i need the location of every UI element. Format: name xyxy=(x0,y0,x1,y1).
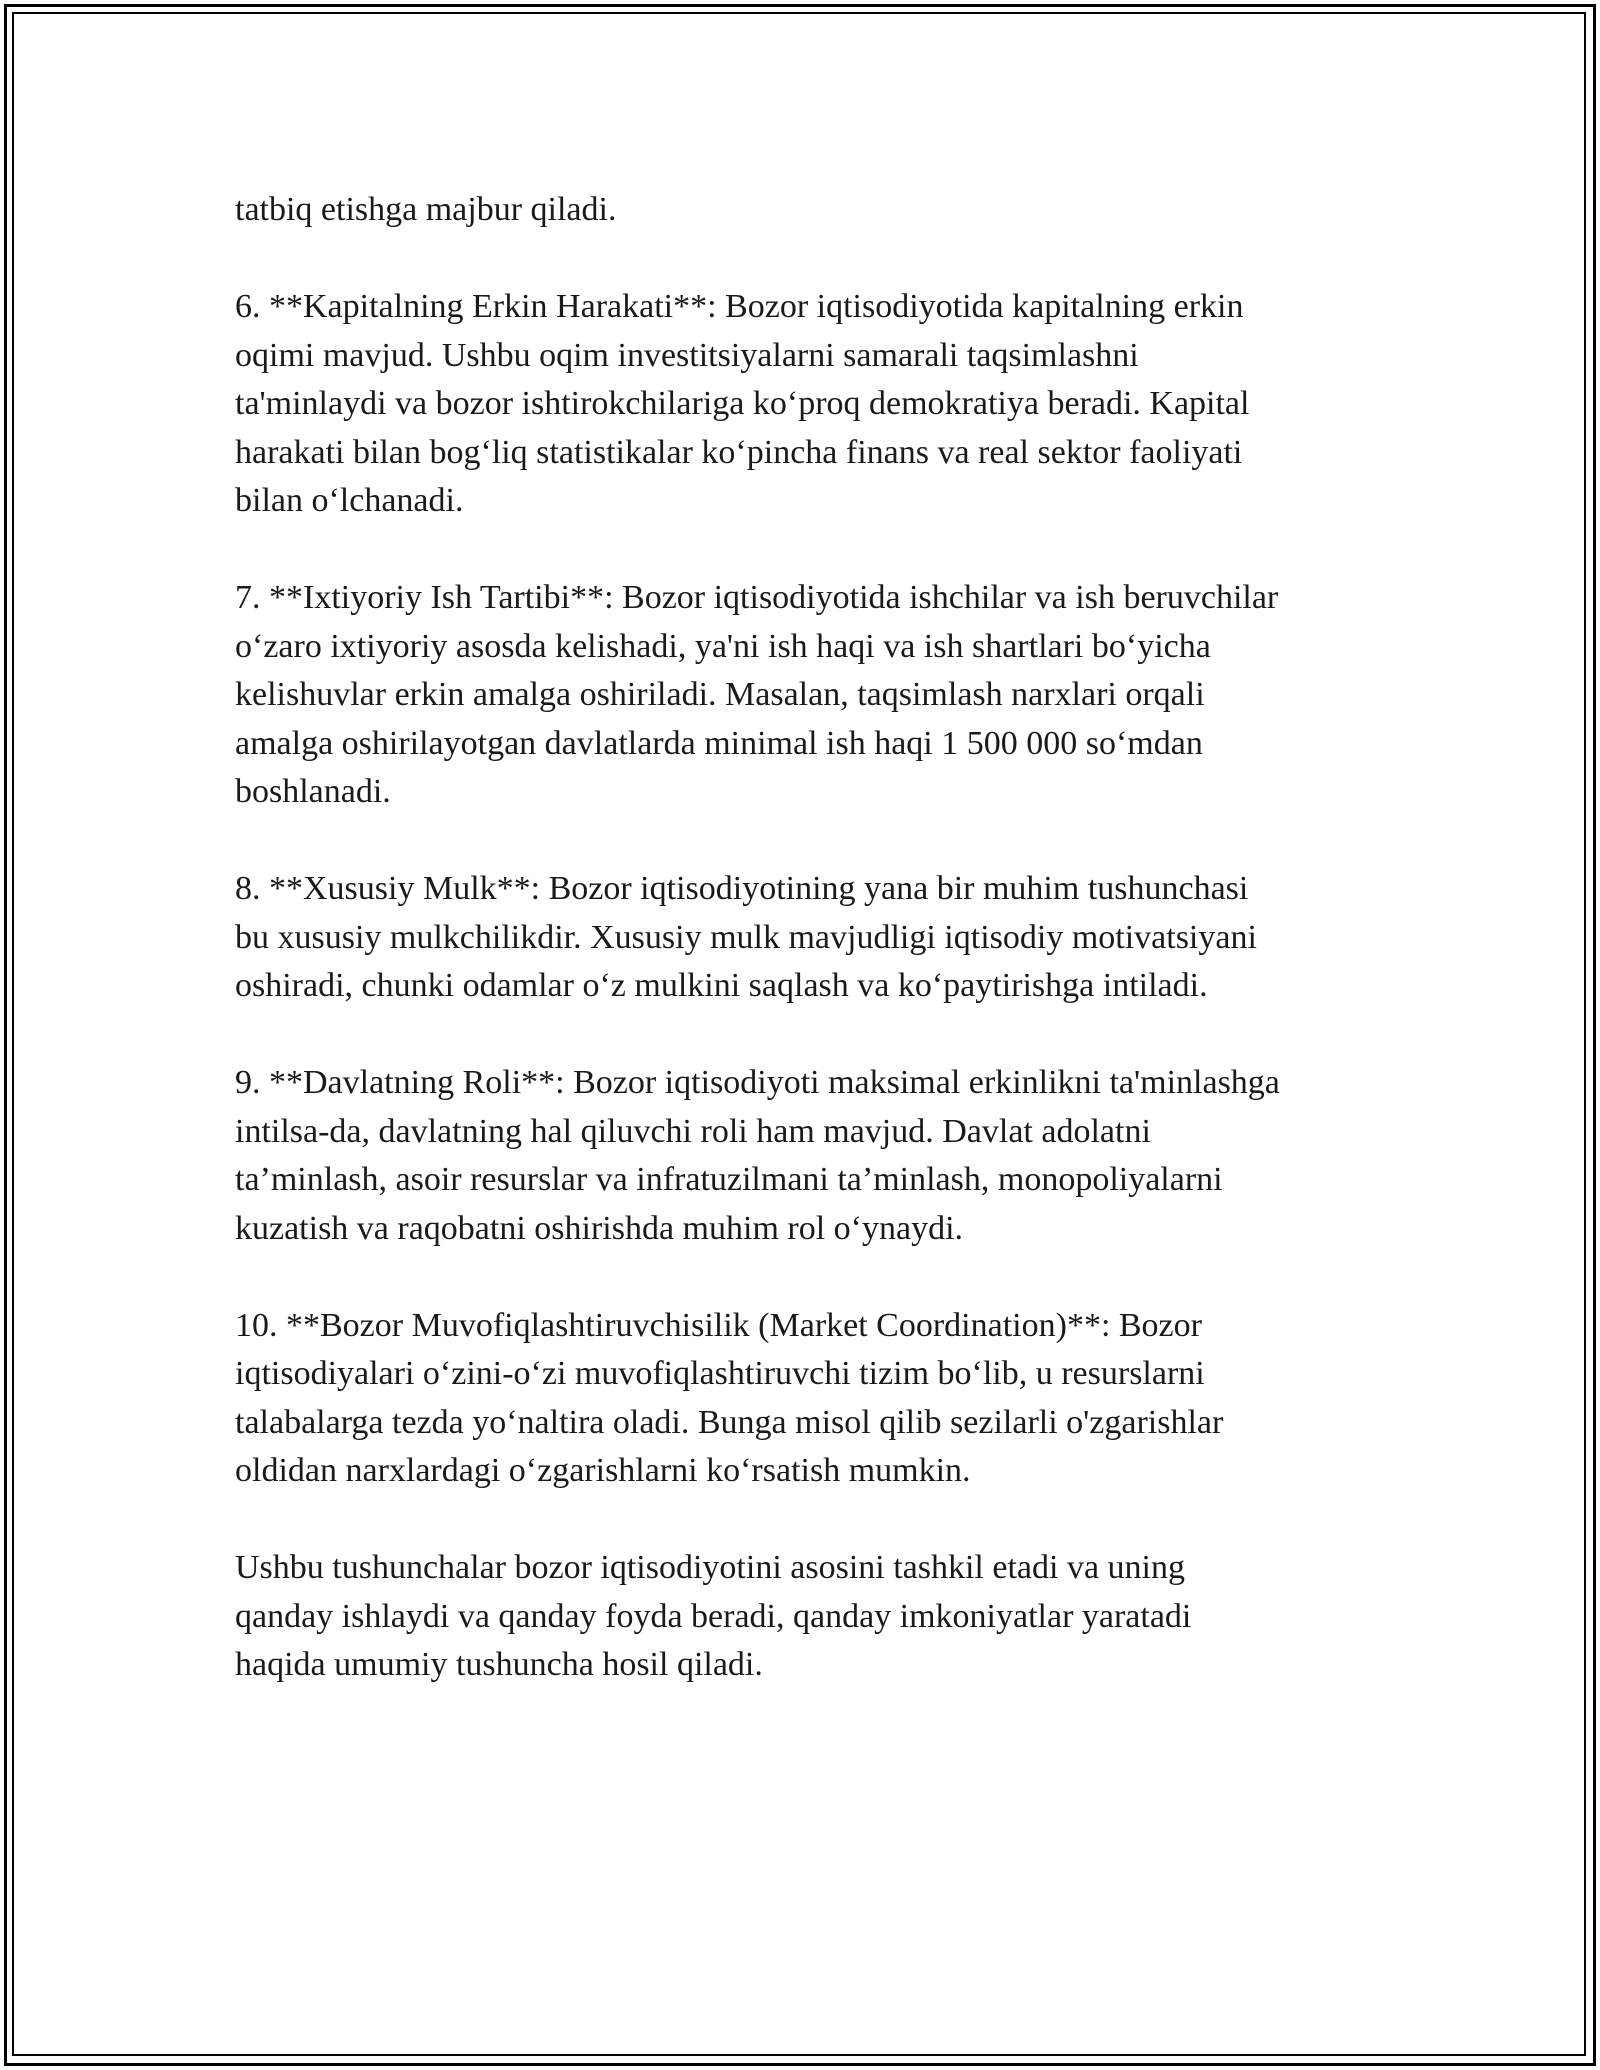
text-line: oldidan narxlardagi o‘zgarishlarni ko‘rsatish mumkin. xyxy=(235,1452,971,1489)
text-line: intilsa-da, davlatning hal qiluvchi roli ham mavjud. Davlat adolatni xyxy=(235,1112,1151,1150)
text-line: kelishuvlar erkin amalga oshiriladi. Masalan, taqsimlash narxlari orqali xyxy=(235,676,1205,713)
text-line: 7. **Ixtiyoriy Ish Tartibi**: Bozor iqtisodiyotida ishchilar va ish beruvchilar xyxy=(235,579,1279,616)
paragraph-item-9 xyxy=(235,1059,1385,1253)
text-line: talabalarga tezda yo‘naltira oladi. Bunga misol qilib sezilarli o'zgarishlar xyxy=(235,1403,1224,1441)
text-line: ta'minlaydi va bozor ishtirokchilariga ko‘proq demokratiya beradi. Kapital xyxy=(235,385,1250,422)
text-line: qanday ishlaydi va qanday foyda beradi, qanday imkoniyatlar yaratadi xyxy=(235,1597,1192,1635)
text-line: 6. **Kapitalning Erkin Harakati**: Bozor iqtisodiyotida kapitalning erkin xyxy=(235,288,1244,325)
text-line: o‘zaro ixtiyoriy asosda kelishadi, ya'ni ish haqi va ish shartlari bo‘yicha xyxy=(235,627,1211,665)
paragraph-item-8 xyxy=(235,865,1385,1011)
document-body xyxy=(235,186,1385,1738)
text-line: oqimi mavjud. Ushbu oqim investitsiyalarni samarali taqsimlashni xyxy=(235,336,1139,374)
text-line: oshiradi, chunki odamlar o‘z mulkini saqlash va ko‘paytirishga intiladi. xyxy=(235,967,1208,1004)
text-line: kuzatish va raqobatni oshirishda muhim rol o‘ynaydi. xyxy=(235,1209,964,1247)
text-line: 9. **Davlatning Roli**: Bozor iqtisodiyoti maksimal erkinlikni ta'minlashga xyxy=(235,1064,1280,1101)
text-line: bilan o‘lchanadi. xyxy=(235,482,464,519)
text-line: iqtisodiyalari o‘zini-o‘zi muvofiqlashtiruvchi tizim bo‘lib, u resurslarni xyxy=(235,1355,1205,1392)
text-line: haqida umumiy tushuncha hosil qiladi. xyxy=(235,1646,763,1683)
paragraph-continuation xyxy=(235,186,1385,235)
text-line: boshlanadi. xyxy=(235,773,391,810)
text-line: harakati bilan bog‘liq statistikalar ko‘pincha finans va real sektor faoliyati xyxy=(235,433,1243,471)
text-line: amalga oshirilayotgan davlatlarda minimal ish haqi 1 500 000 so‘mdan xyxy=(235,724,1203,762)
text-line: 8. **Xususiy Mulk**: Bozor iqtisodiyotining yana bir muhim tushunchasi xyxy=(235,870,1249,907)
paragraph-conclusion xyxy=(235,1544,1385,1690)
text-line: 10. **Bozor Muvofiqlashtiruvchisilik (Market Coordination)**: Bozor xyxy=(235,1306,1202,1344)
text-line: ta’minlash, asoir resurslar va infratuzilmani ta’minlash, monopoliyalarni xyxy=(235,1161,1223,1198)
paragraph-item-6 xyxy=(235,283,1385,526)
text-line: bu xususiy mulkchilikdir. Xususiy mulk mavjudligi iqtisodiy motivatsiyani xyxy=(235,918,1257,956)
text-line: tatbiq etishga majbur qiladi. xyxy=(235,191,617,228)
paragraph-item-10 xyxy=(235,1302,1385,1496)
paragraph-item-7 xyxy=(235,574,1385,817)
text-line: Ushbu tushunchalar bozor iqtisodiyotini asosini tashkil etadi va uning xyxy=(235,1549,1185,1586)
